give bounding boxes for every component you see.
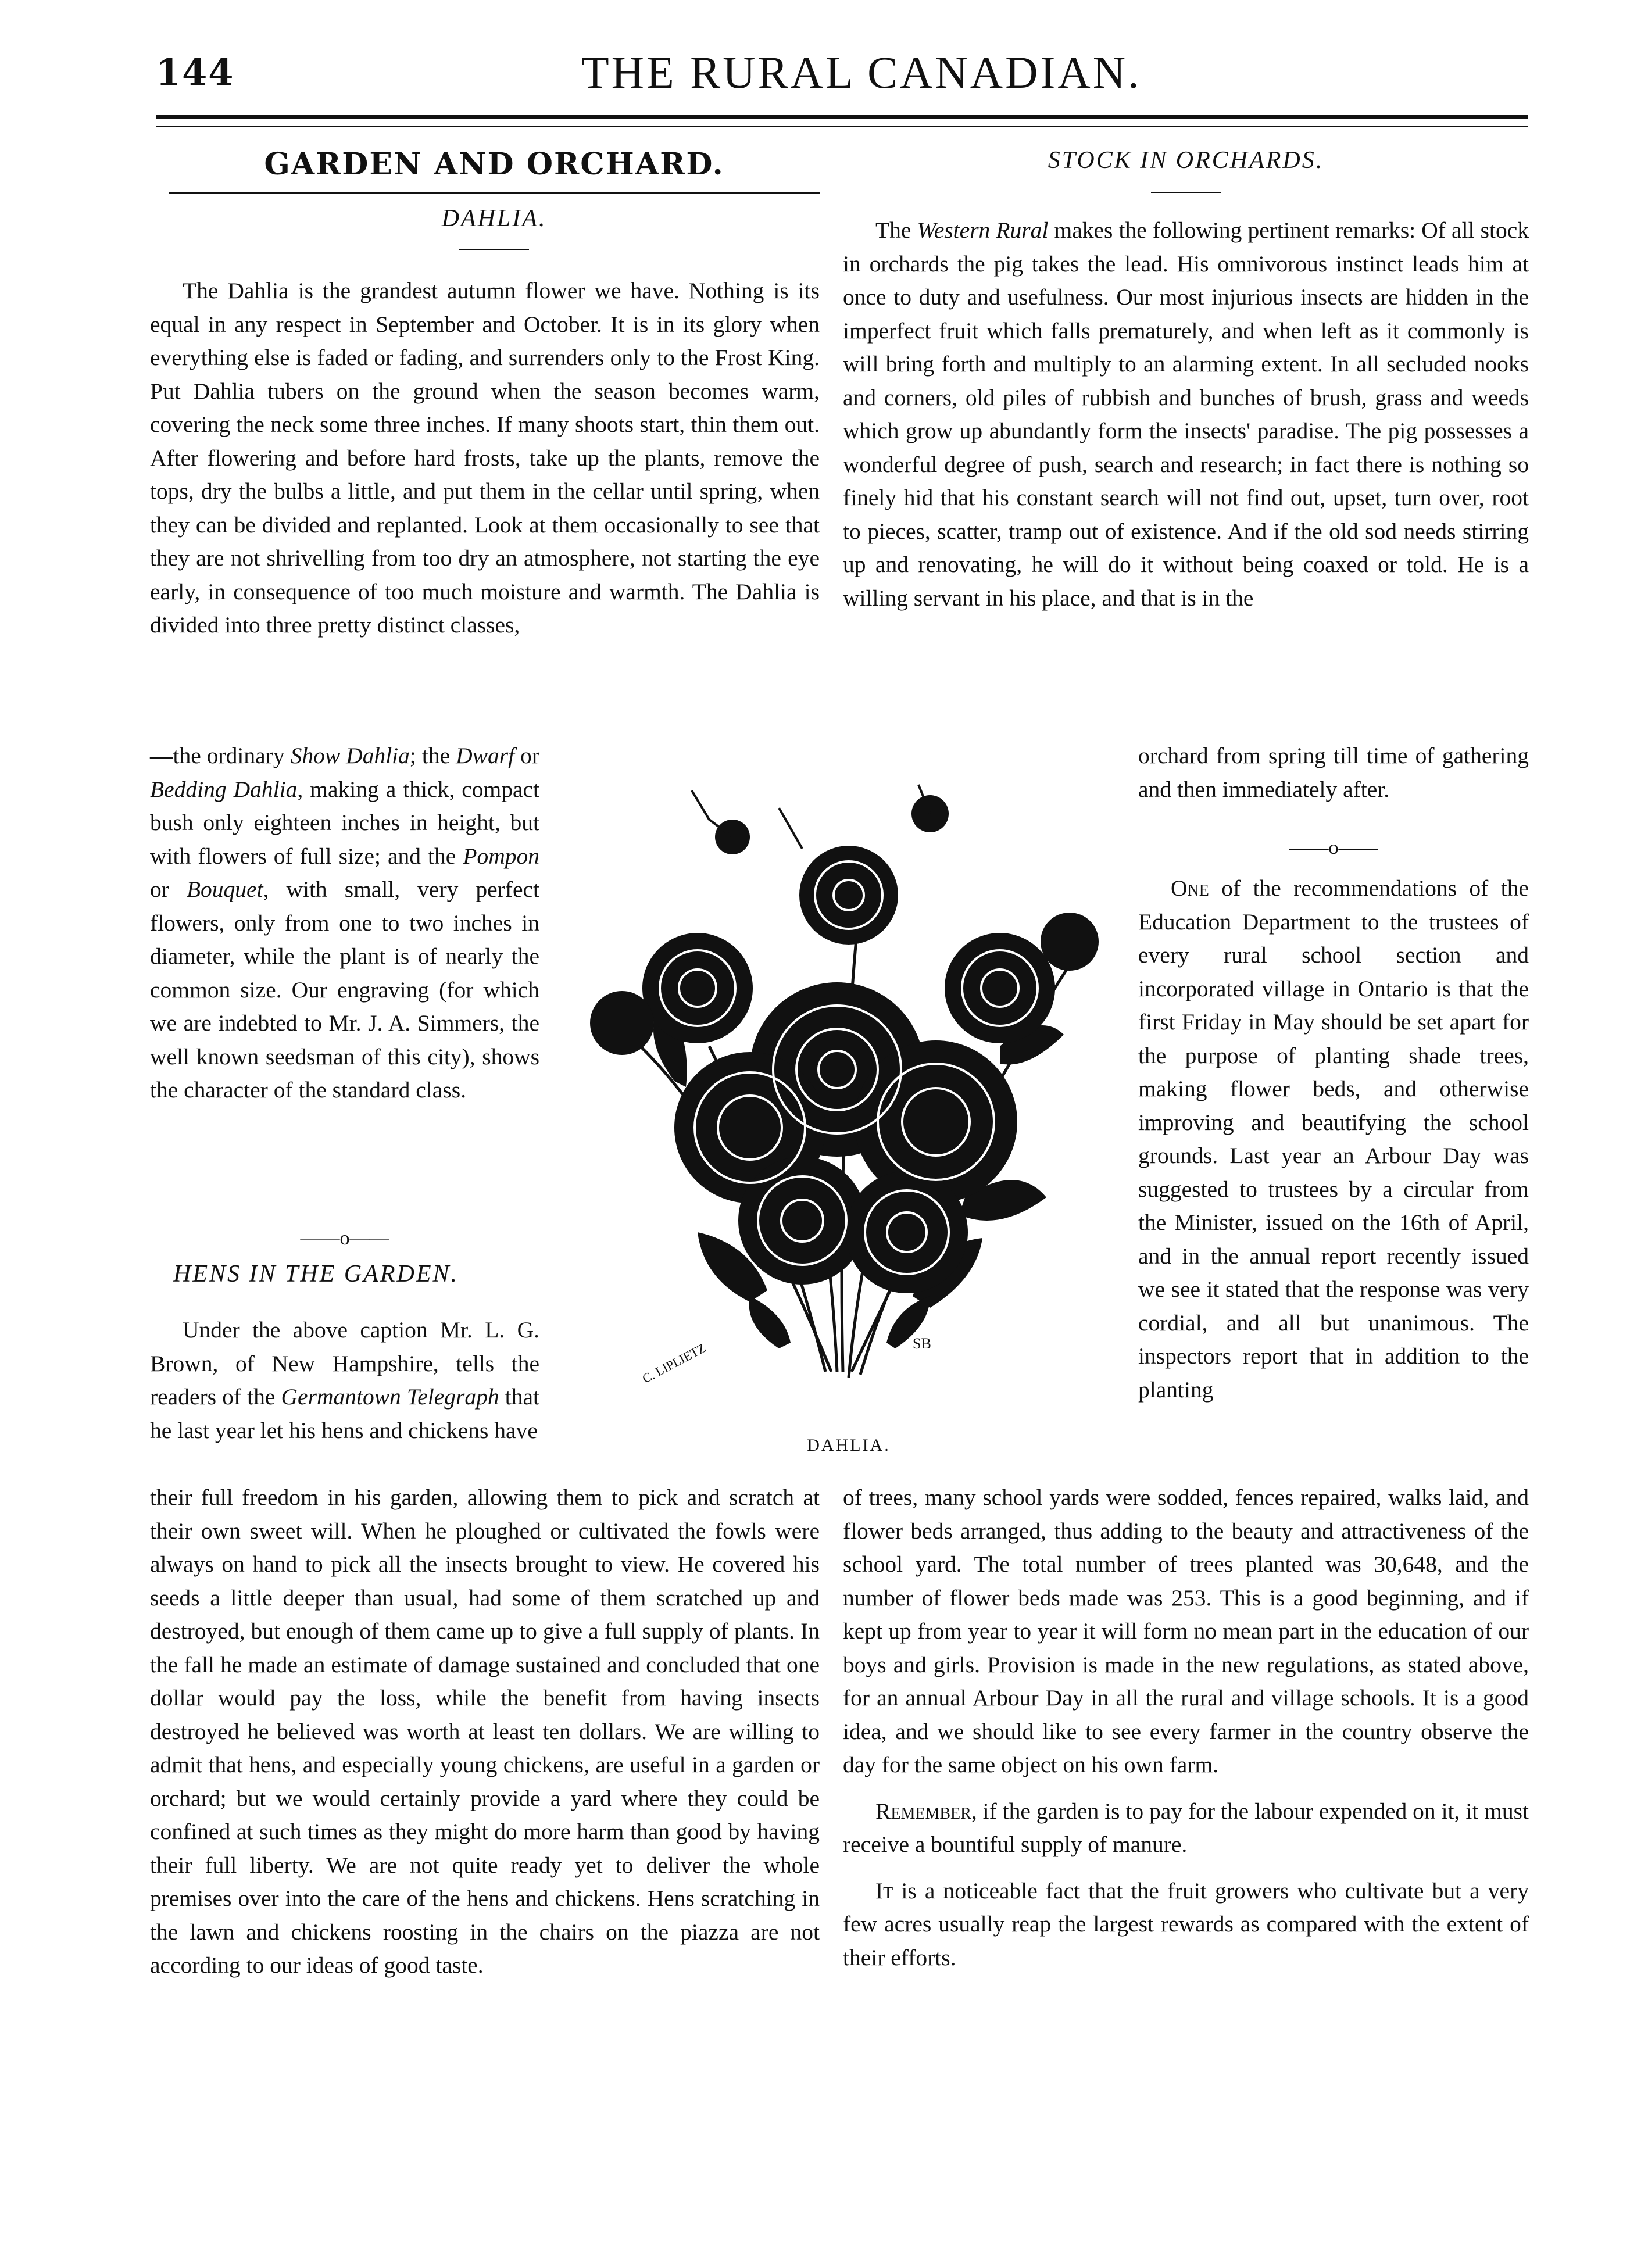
engraver-signature: C. LIPLIETZ [639, 1340, 709, 1386]
dahlia-classes [150, 739, 539, 1120]
arbour-body [843, 1481, 1529, 1987]
class-show: Show Dahlia [290, 743, 410, 768]
class-bedding: Bedding Dahlia [150, 776, 298, 802]
remember-paragraph: Remember, if the garden is to pay for the labour expended on it, it must receive a bountiful supply of manure. [843, 1798, 1529, 1857]
dahlia-classes-paragraph: —the ordinary Show Dahlia; the Dwarf or Bedding Dahlia, making a thick, compact bush only eighteen inches in height, but with flowers of full size; and the Pompon or Bouquet, with small, very perfect flowers, only from one to two inches in diameter, while the plant is of nearly the common size. Our engraving (for which we are indebted to Mr. J. A. Simmers, the well known seedsman of this city), shows the character of the standard class. [150, 743, 540, 1103]
fruit-lead: It [875, 1877, 893, 1904]
stock-paragraph-cont: orchard from spring till time of gathering and then immediately after. [1138, 743, 1529, 802]
class-bouquet: Bouquet [186, 877, 263, 902]
stock-body-cont [1138, 739, 1529, 819]
header-rule-thick [156, 115, 1528, 119]
hens-body [150, 1481, 820, 1995]
hens-intro [150, 1314, 539, 1460]
hens-title: HENS IN THE GARDEN. [173, 1261, 459, 1287]
masthead: THE RURAL CANADIAN. [581, 47, 1142, 98]
header-rule-thin [156, 126, 1528, 127]
dahlia-intro-paragraph: The Dahlia is the grandest autumn flower we have. Nothing is its equal in any respect in September and October. It is in its glory when everything else is faded or fading, and surrenders only to the Frost King. Put Dahlia tubers on the ground when the season becomes warm, covering the neck some three inches. If many shoots start, thin them out. After flowering and before hard frosts, take up the plants, remove the tops, dry the bulbs a little, and put them in the cellar until spring, when they can be divided and replanted. Look at them occasionally to see that they are not shrivelling from too dry an atmosphere, not starting the eye early, in consequence of too much moisture and warmth. The Dahlia is divided into three pretty distinct classes, [150, 278, 820, 638]
dahlia-title: DAHLIA. [441, 205, 547, 232]
arbour-paragraph-cont: of trees, many school yards were sodded, fences repaired, walks laid, and flower beds arranged, thus adding to the beauty and attractiveness of the school yard. The total number of trees planted was 30,648, and the number of flower beds made was 253. This is a good beginning, and if kept up from year to year it will form no mean part in the education of our boys and girls. Provision is made in the new regulations, as stated above, for an annual Arbour Day in all the rural and village schools. It is a good idea, and we should like to see every farmer in the country observe the day for the same object on his own farm. [843, 1484, 1529, 1777]
class-pompon: Pompon [463, 843, 539, 869]
newspaper-name: Germantown Telegraph [281, 1384, 499, 1410]
stock-paragraph: The Western Rural makes the following pertinent remarks: Of all stock in orchards the pig takes the lead. His omnivorous instinct leads him at once to duty and usefulness. Our most injurious insects are hidden in the imperfect fruit which falls prematurely, and when left as it commonly is will bring forth and multiply to an alarming extent. In all secluded nooks and corners, old piles of rubbish and bunches of brush, grass and weeds which grow up abundantly form the insects' paradise. The pig possesses a wonderful degree of push, search and research; in fact there is nothing so finely hid that his constant search will not find out, upset, turn over, root to pieces, scatter, tramp out of existence. And if the old sod needs stirring up and renovating, he will do it without being coaxed or told. He is a willing servant in his place, and that is in the [843, 217, 1529, 611]
separator-right: ——o—— [1289, 837, 1378, 858]
arbour-paragraph: One of the recommendations of the Education Department to the trustees of every rural school section and incorporated village in Ontario is that the first Friday in May should be set apart for the purpose of planting shade trees, making flower beds, and otherwise improving and beautifying the school grounds. Last year an Arbour Day was suggested to trustees by a circular from the Minister, issued on the 16th of April, and in the annual report recently issued we see it stated that the response was very cordial, and all but unanimous. The inspectors report that in addition to the planting [1138, 875, 1529, 1403]
hens-intro-paragraph: Under the above caption Mr. L. G. Brown, of New Hampshire, tells the readers of the Germantown Telegraph that he last year let his hens and chickens have [150, 1317, 539, 1443]
stock-title-rule [1151, 192, 1221, 193]
class-dwarf: Dwarf [456, 743, 515, 768]
source-name: Western Rural [917, 217, 1049, 243]
section-title-rule [169, 192, 820, 194]
separator-left: ——o—— [300, 1228, 389, 1249]
section-title: GARDEN AND ORCHARD. [264, 146, 724, 182]
illustration-caption: DAHLIA. [807, 1436, 891, 1455]
stock-body [843, 214, 1529, 628]
hens-body-paragraph: their full freedom in his garden, allowing them to pick and scratch at their own sweet will. When he ploughed or cultivated the fowls were always on hand to pick all the insects brought to view. He covered his seeds a little deeper than usual, had some of them scratched up and destroyed, but enough of them came up to give a full supply of plants. In the fall he made an estimate of damage sustained and concluded that one dollar would pay the loss, while the benefit from having insects destroyed he believed was worth at least ten dollars. We are willing to admit that hens, and especially young chickens, are useful in a garden or orchard; but we would certainly provide a yard where they could be confined at such times as they might do more harm than good by having their full liberty. We are not quite ready yet to deliver the whole premises over into the care of the hens and chickens. Hens scratching in the lawn and chickens roosting in the chairs on the piazza are not according to our ideas of good taste. [150, 1484, 820, 1978]
stock-title: STOCK IN ORCHARDS. [1048, 147, 1324, 174]
engraver-monogram: SB [913, 1335, 931, 1352]
dahlia-intro [150, 274, 820, 655]
arbour-intro [1138, 872, 1529, 1419]
fruit-paragraph: It is a noticeable fact that the fruit growers who cultivate but a very few acres usually reap the largest rewards as compared with the extent of their efforts. [843, 1877, 1529, 1970]
dahlia-title-rule [459, 249, 529, 250]
arbour-lead: One [1171, 875, 1209, 901]
remember-lead: Remember [875, 1798, 971, 1824]
dahlia-illustration [558, 721, 1116, 1436]
page-number: 144 [156, 51, 235, 94]
